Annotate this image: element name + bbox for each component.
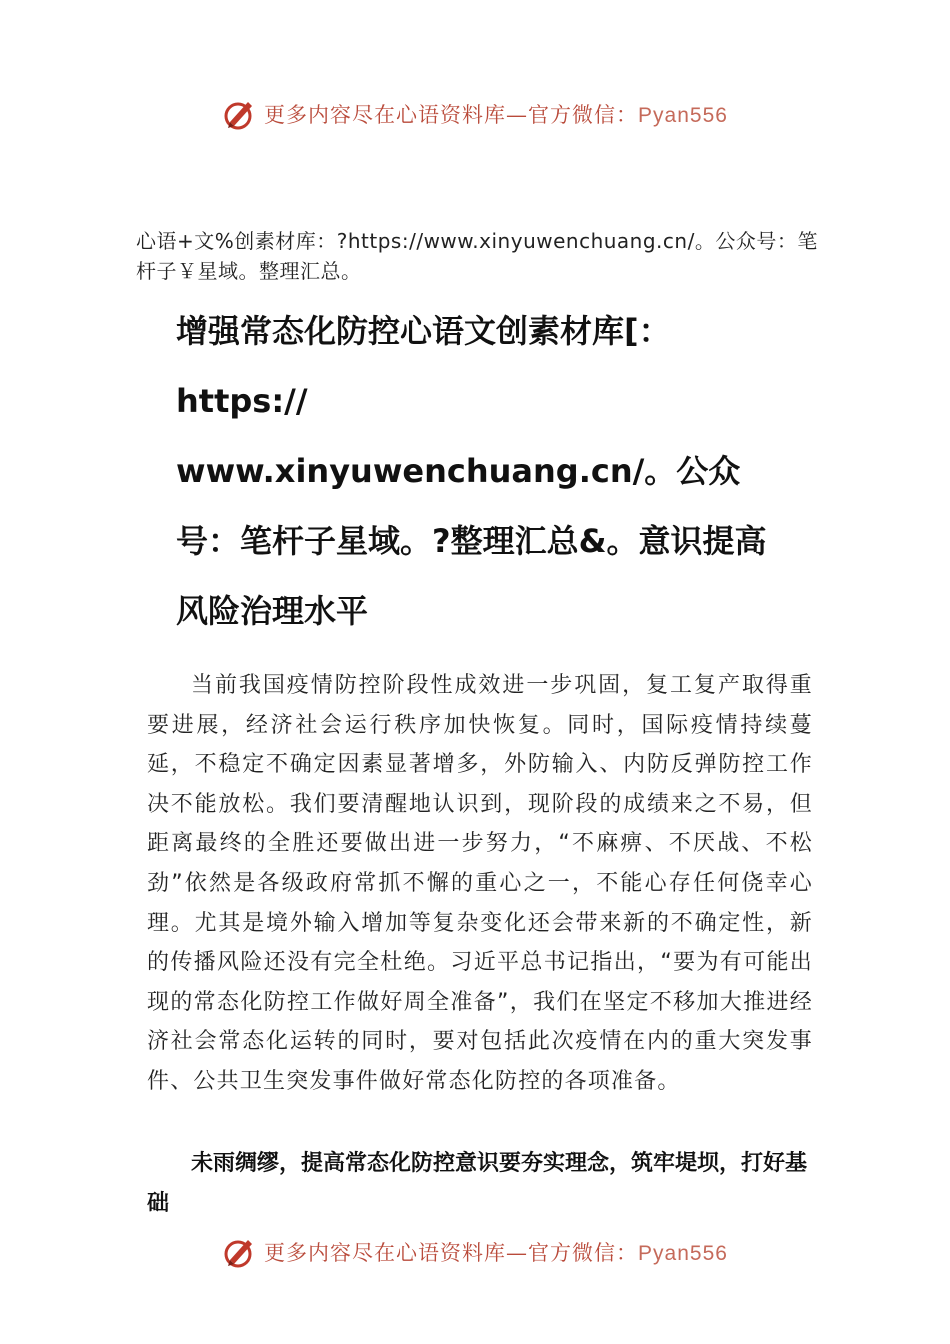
title-line: 增强常态化防控心语文创素材库[：: [176, 312, 671, 350]
body-paragraph: 当前我国疫情防控阶段性成效进一步巩固，复工复产取得重要进展，经济社会运行秩序加快恢复。同时，国际疫情持续蔓延，不稳定不确定因素显著增多，外防输入、内防反弹防控工作决不能放松。我们要清醒地认识到，现阶段的成绩来之不易，但距离最终的全胜还要做出进一步努力，“不麻痹、不厌战、不松劲”依然是各级政府常抓不懈的重心之一，不能心存任何侥幸心理。尤其是境外输入增加等复杂变化还会带来新的不确定性，新的传播风险还没有完全杜绝。习近平总书记指出，“要为有可能出现的常态化防控工作做好周全准备”，我们在坚定不移加大推进经济社会常态化运转的同时，要对包括此次疫情在内的重大突发事件、公共卫生突发事件做好常态化防控的各项准备。: [147, 673, 813, 1094]
header-banner-text: 更多内容尽在心语资料库—官方微信：Pyan556: [264, 103, 728, 127]
title-line: www.xinyuwenchuang.cn/。公众: [176, 452, 741, 490]
title-line: https://: [176, 382, 308, 420]
header-wechat-id: Pyan556: [638, 104, 728, 127]
document-title: [176, 296, 836, 646]
footer-banner: [0, 1234, 950, 1270]
source-line: 心语+文%创素材库：?https://www.xinyuwenchuang.cn/。公众号：笔杆子￥星域。整理汇总。: [136, 229, 818, 283]
title-line: 号：笔杆子星域。?整理汇总&。意识提高: [176, 522, 767, 560]
footer-wechat-id: Pyan556: [638, 1242, 728, 1265]
header-banner: [0, 96, 950, 132]
pen-logo-icon: [222, 1234, 258, 1270]
section-subheading: 未雨绸缪，提高常态化防控意识要夯实理念，筑牢堤坝，打好基础: [147, 1151, 808, 1216]
footer-banner-text: 更多内容尽在心语资料库—官方微信：Pyan556: [264, 1241, 728, 1265]
pen-logo-icon: [222, 96, 258, 132]
title-line: 风险治理水平: [176, 592, 369, 630]
